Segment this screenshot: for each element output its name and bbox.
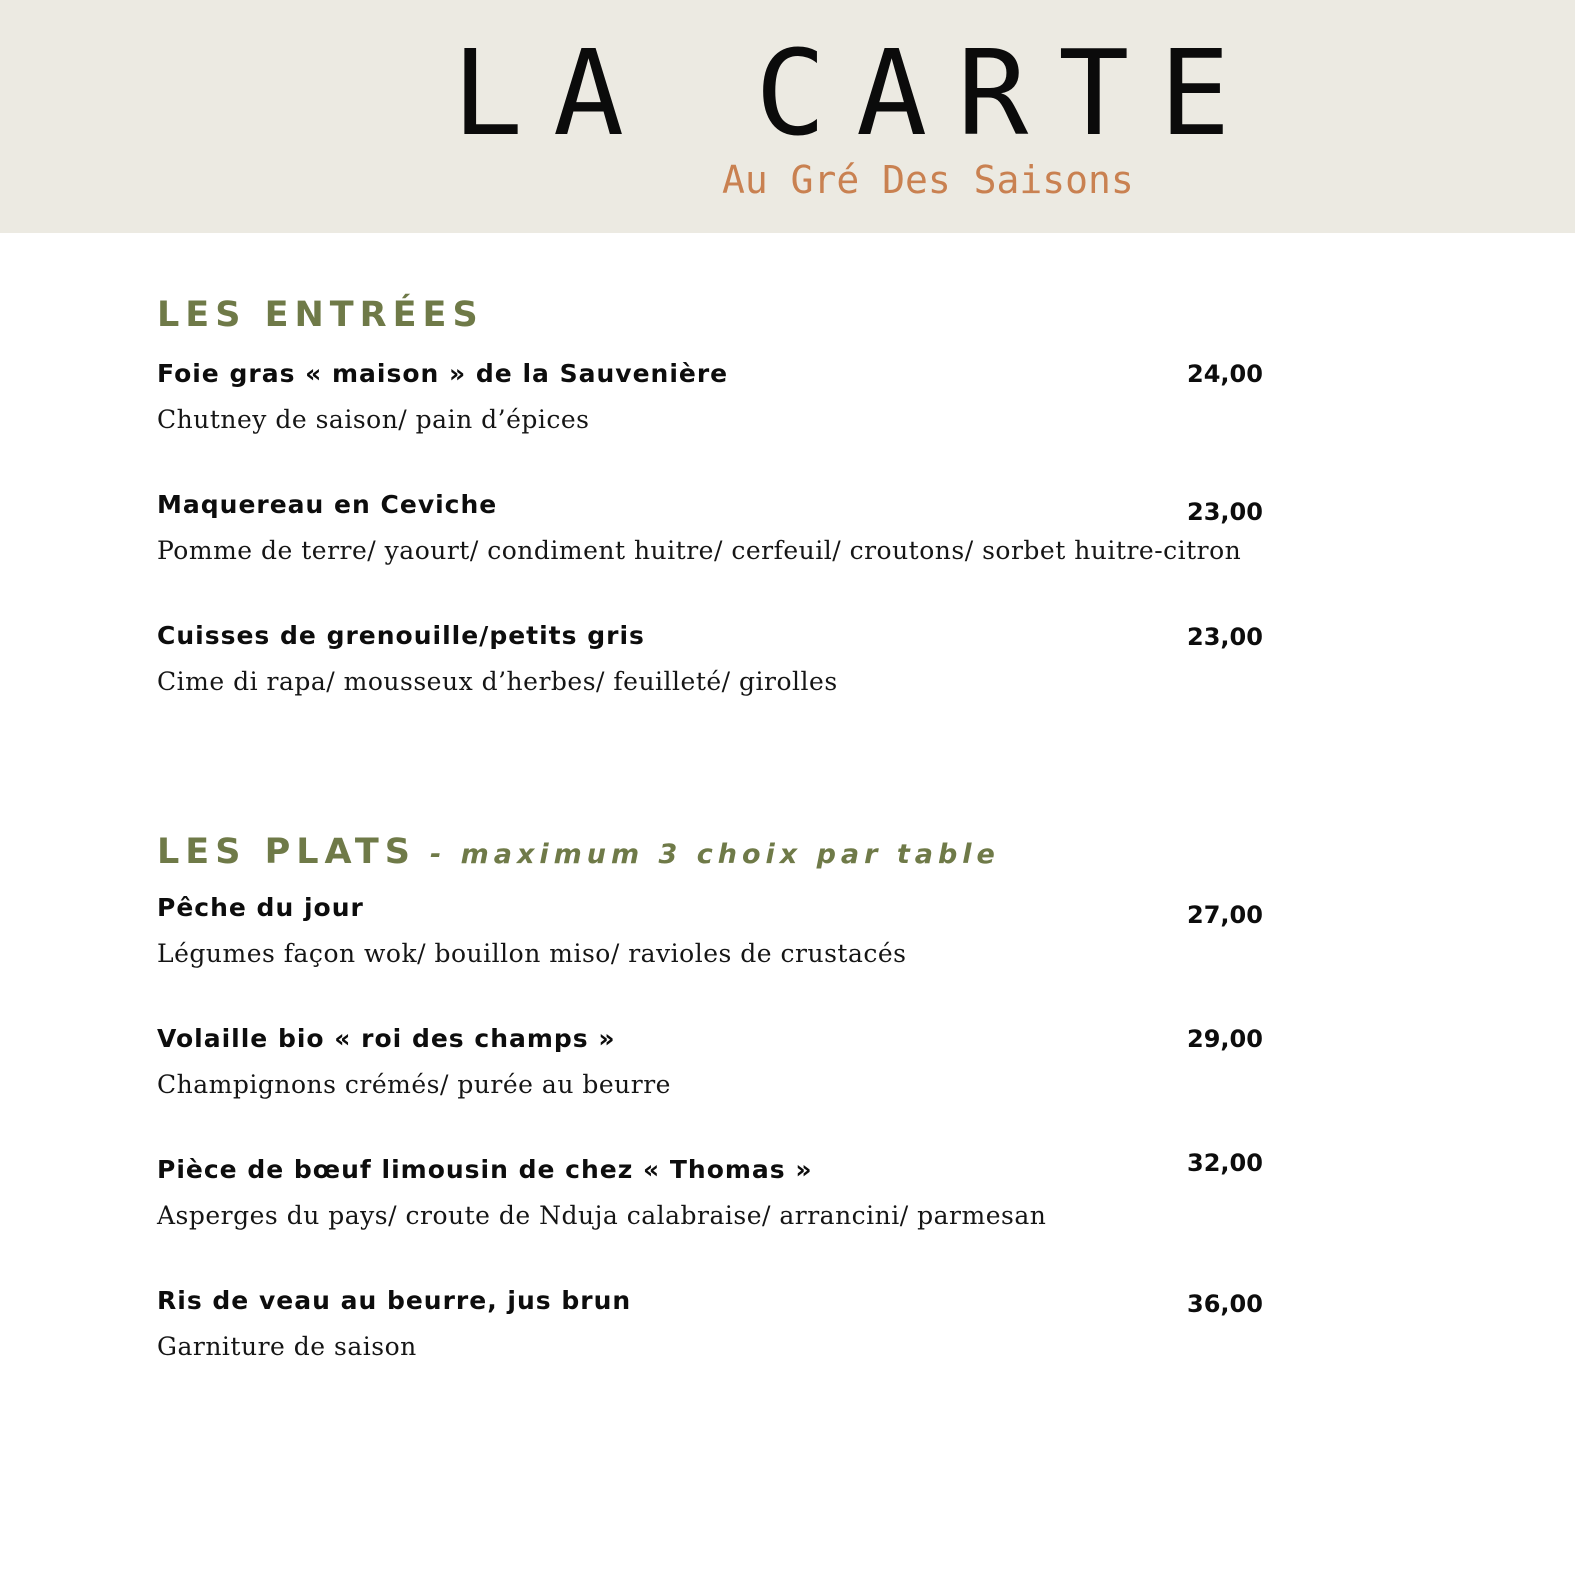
menu-item-entree-1 — [157, 358, 1277, 458]
menu-item-entree-2 — [157, 489, 1277, 589]
menu-item-plat-3 — [157, 1149, 1277, 1254]
item-description: Légumes façon wok/ bouillon miso/ ravioles de crustacés — [157, 939, 907, 968]
section-title-plats-text: LES PLATS — [157, 832, 417, 872]
item-name: Cuisses de grenouille/petits gris — [157, 621, 645, 650]
item-name: Foie gras « maison » de la Sauvenière — [157, 359, 729, 388]
item-price: 36,00 — [1187, 1290, 1263, 1318]
item-price: 32,00 — [1187, 1149, 1263, 1177]
section-title-entrees-text: LES ENTRÉES — [157, 295, 484, 335]
item-price: 27,00 — [1187, 901, 1263, 929]
section-entrees — [157, 293, 1277, 696]
item-description: Champignons crémés/ purée au beurre — [157, 1070, 671, 1099]
item-name: Ris de veau au beurre, jus brun — [157, 1286, 632, 1315]
item-name: Pêche du jour — [157, 893, 364, 922]
item-name: Volaille bio « roi des champs » — [157, 1024, 616, 1053]
item-price: 23,00 — [1187, 623, 1263, 651]
menu-item-entree-3 — [157, 620, 1277, 720]
item-description: Chutney de saison/ pain d’épices — [157, 405, 590, 434]
menu-header — [0, 0, 1575, 233]
menu-item-plat-2 — [157, 1023, 1277, 1123]
section-title-entrees — [157, 293, 1277, 337]
menu-item-plat-4 — [157, 1285, 1277, 1385]
item-description: Pomme de terre/ yaourt/ condiment huitre/ cerfeuil/ croutons/ sorbet huitre-citron — [157, 536, 1242, 565]
item-description: Cime di rapa/ mousseux d’herbes/ feuilleté/ girolles — [157, 667, 838, 696]
menu-title: LA CARTE — [452, 24, 1261, 162]
item-price: 24,00 — [1187, 360, 1263, 388]
section-plats — [157, 830, 1277, 1361]
item-price: 23,00 — [1187, 498, 1263, 526]
item-name: Pièce de bœuf limousin de chez « Thomas » — [157, 1155, 813, 1184]
menu-item-plat-1 — [157, 892, 1277, 992]
item-description: Garniture de saison — [157, 1332, 417, 1361]
section-title-plats — [157, 830, 1277, 877]
menu-subtitle: Au Gré Des Saisons — [722, 158, 1134, 202]
item-description: Asperges du pays/ croute de Nduja calabraise/ arrancini/ parmesan — [157, 1201, 1047, 1230]
item-price: 29,00 — [1187, 1025, 1263, 1053]
section-note: - maximum 3 choix par table — [430, 839, 1000, 870]
item-name: Maquereau en Ceviche — [157, 490, 498, 519]
